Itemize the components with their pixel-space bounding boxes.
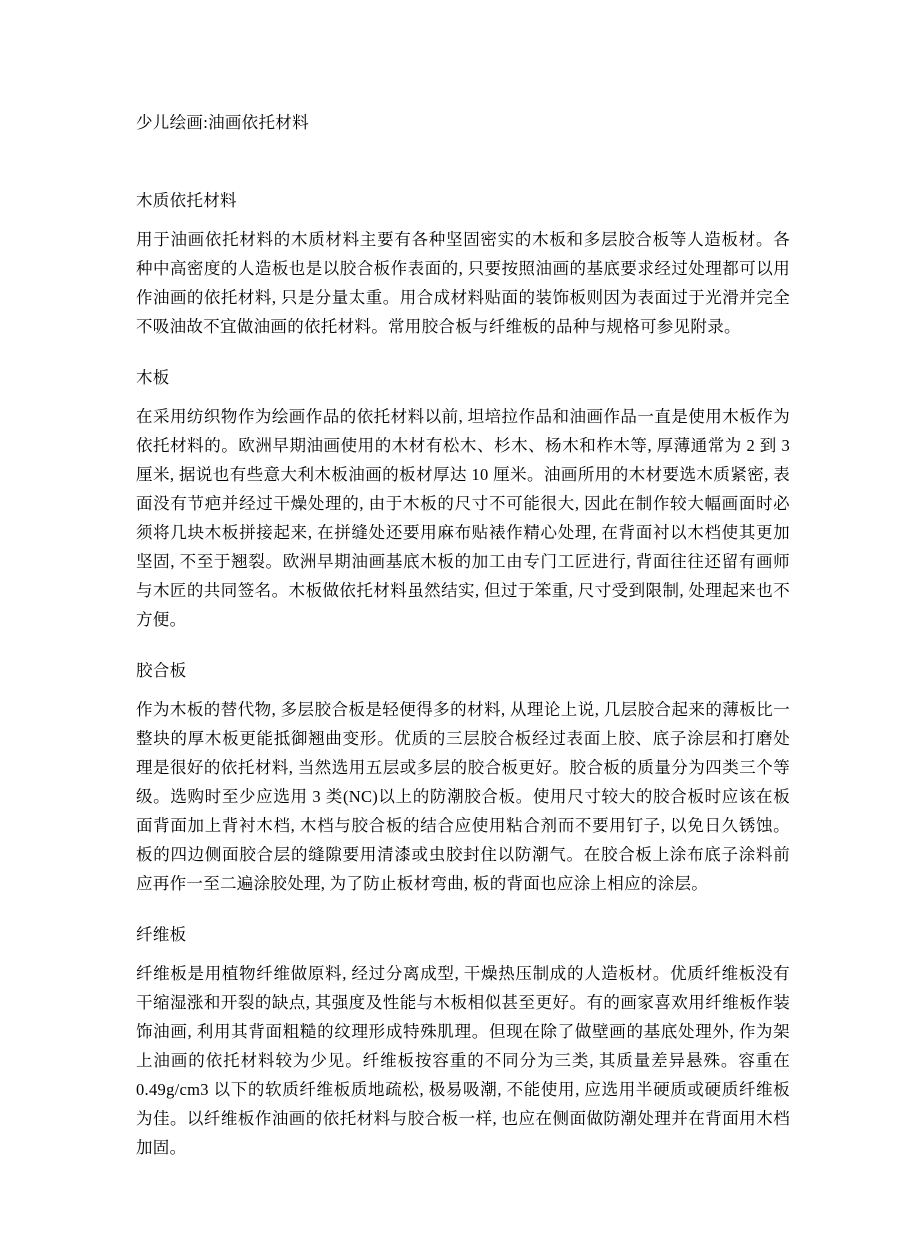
section-heading-wood-support-materials: 木质依托材料 bbox=[136, 191, 237, 210]
section-wood-support-materials bbox=[136, 186, 790, 341]
section-paragraph-wood-support-materials: 用于油画依托材料的木质材料主要有各种坚固密实的木板和多层胶合板等人造板材。各种中高密度的人造板也是以胶合板作表面的, 只要按照油画的基底要求经过处理都可以用作油画的依托材料, 只是分量太重。用合成材料贴面的装饰板则因为表面过于光滑并完全不吸油故不宜做油画的依托材料。常用胶合板与纤维板的品种与规格可参见附录。 bbox=[136, 230, 790, 336]
section-paragraph-plywood: 作为木板的替代物, 多层胶合板是轻便得多的材料, 从理论上说, 几层胶合起来的薄板比一整块的厚木板更能抵御翘曲变形。优质的三层胶合板经过表面上胶、底子涂层和打磨处理是很好的依托材料, 当然选用五层或多层的胶合板更好。胶合板的质量分为四类三个等级。选购时至少应选用 3 类(NC)以上的防潮胶合板。使用尺寸较大的胶合板时应该在板面背面加上背衬木档, 木档与胶合板的结合应使用粘合剂而不要用钉子, 以免日久锈蚀。板的四边侧面胶合层的缝隙要用清漆或虫胶封住以防潮气。在胶合板上涂布底子涂料前应再作一至二遍涂胶处理, 为了防止板材弯曲, 板的背面也应涂上相应的涂层。 bbox=[136, 700, 790, 893]
section-plywood bbox=[136, 656, 790, 898]
section-heading-wood-board: 木板 bbox=[136, 368, 170, 387]
section-heading-plywood: 胶合板 bbox=[136, 661, 187, 680]
section-wood-board bbox=[136, 363, 790, 634]
section-paragraph-wood-board: 在采用纺织物作为绘画作品的依托材料以前, 坦培拉作品和油画作品一直是使用木板作为依托材料的。欧洲早期油画使用的木材有松木、杉木、杨木和柞木等, 厚薄通常为 2 到 3 厘米, 据说也有些意大利木板油画的板材厚达 10 厘米。油画所用的木材要选木质紧密, 表面没有节疤并经过干燥处理的, 由于木板的尺寸不可能很大, 因此在制作较大幅画面时必须将几块木板拼接起来, 在拼缝处还要用麻布贴裱作精心处理, 在背面衬以木档使其更加坚固, 不至于翘裂。欧洲早期油画基底木板的加工由专门工匠进行, 背面往往还留有画师与木匠的共同签名。木板做依托材料虽然结实, 但过于笨重, 尺寸受到限制, 处理起来也不方便。 bbox=[136, 407, 790, 629]
section-fiberboard bbox=[136, 920, 790, 1162]
section-heading-fiberboard: 纤维板 bbox=[136, 925, 187, 944]
section-paragraph-fiberboard: 纤维板是用植物纤维做原料, 经过分离成型, 干燥热压制成的人造板材。优质纤维板没有干缩湿涨和开裂的缺点, 其强度及性能与木板相似甚至更好。有的画家喜欢用纤维板作装饰油画, 利用其背面粗糙的纹理形成特殊肌理。但现在除了做壁画的基底处理外, 作为架上油画的依托材料较为少见。纤维板按容重的不同分为三类, 其质量差异悬殊。容重在 0.49g/cm3 以下的软质纤维板质地疏松, 极易吸潮, 不能使用, 应选用半硬质或硬质纤维板为佳。以纤维板作油画的依托材料与胶合板一样, 也应在侧面做防潮处理并在背面用木档加固。 bbox=[136, 964, 790, 1157]
document-title: 少儿绘画:油画依托材料 bbox=[136, 113, 309, 132]
